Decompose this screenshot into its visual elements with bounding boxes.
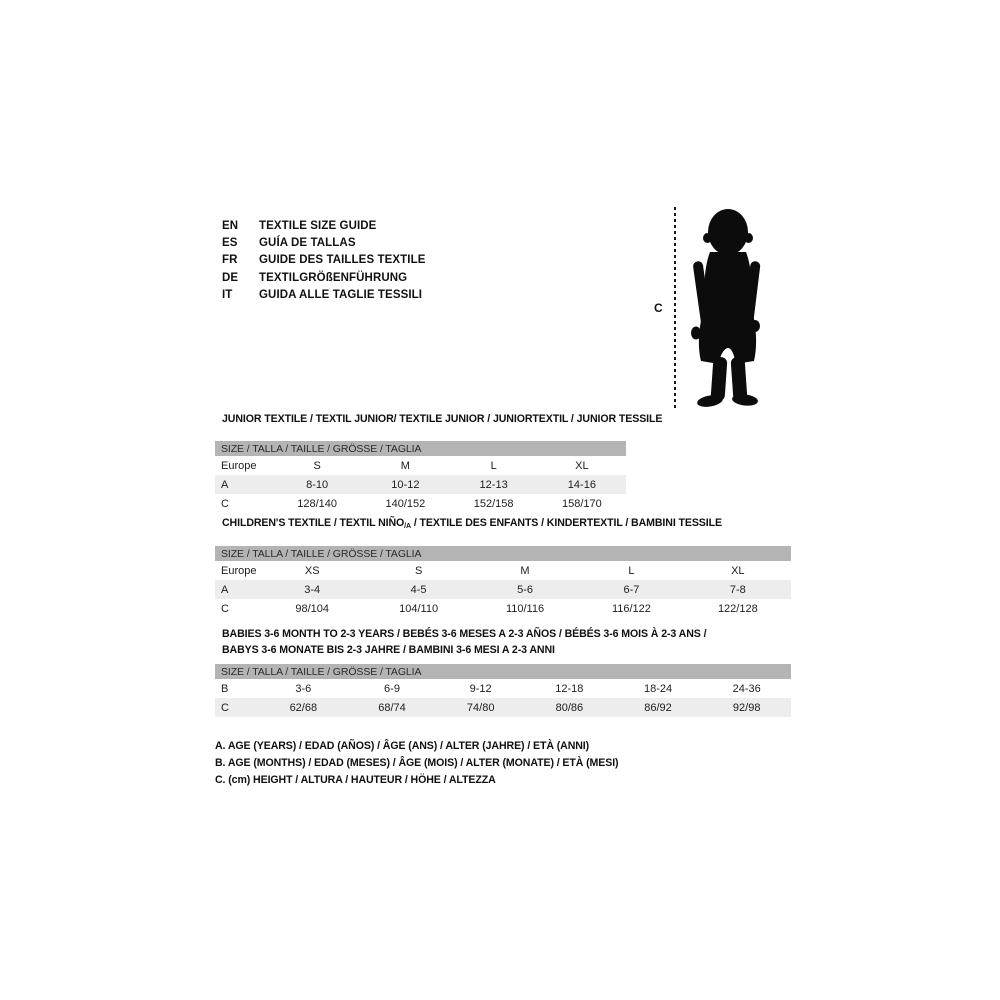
language-code: EN (222, 219, 239, 232)
table-row-europe (215, 561, 791, 580)
toddler-silhouette-icon (684, 207, 772, 409)
row-label: Europe (221, 459, 257, 472)
table-cell: 74/80 (466, 701, 495, 714)
table-cell: 80/86 (555, 701, 584, 714)
table-cell: 158/170 (561, 497, 602, 510)
table-cell: 12-13 (479, 478, 508, 491)
table-cell: 5-6 (517, 583, 533, 596)
row-label: C (221, 497, 229, 510)
table-cell: S (313, 459, 321, 472)
table-row-europe (215, 456, 626, 475)
legend-line-age-months: B. AGE (MONTHS) / EDAD (MESES) / ÂGE (MOIS) / ALTER (MONATE) / ETÀ (MESI) (215, 757, 619, 770)
table-row-height (215, 494, 626, 513)
table-cell: 18-24 (643, 682, 673, 695)
table-cell: M (400, 459, 410, 472)
row-label: Europe (221, 564, 257, 577)
table-cell: 140/152 (385, 497, 426, 510)
title-text: / TEXTILE DES ENFANTS / KINDERTEXTIL / BAMBINI TESSILE (410, 517, 722, 529)
table-cell: 3-6 (295, 682, 312, 695)
table-cell: 3-4 (304, 583, 321, 596)
table-cell: S (414, 564, 423, 577)
height-marker-label: C (654, 301, 663, 315)
legend-line-age-years: A. AGE (YEARS) / EDAD (AÑOS) / ÂGE (ANS) / ALTER (JAHRE) / ETÀ (ANNI) (215, 740, 590, 752)
size-header-bar: SIZE / TALLA / TAILLE / GRÖSSE / TAGLIA (215, 546, 791, 561)
junior-size-table (215, 441, 626, 513)
table-cell: 8-10 (306, 478, 329, 491)
guide-title: GUIDE DES TAILLES TEXTILE (259, 254, 426, 267)
table-cell: 4-5 (410, 583, 427, 596)
table-cell: 62/68 (289, 701, 318, 714)
table-cell: 68/74 (378, 701, 406, 714)
language-code: DE (222, 271, 239, 284)
language-row-es (222, 234, 426, 251)
table-cell: XS (304, 564, 320, 577)
section-title-junior: JUNIOR TEXTILE / TEXTIL JUNIOR/ TEXTILE JUNIOR / JUNIORTEXTIL / JUNIOR TESSILE (222, 413, 663, 425)
language-row-it (222, 286, 426, 303)
table-cell: 98/104 (295, 602, 330, 615)
language-list (222, 217, 426, 303)
legend-line-height: C. (cm) HEIGHT / ALTURA / HAUTEUR / HÖHE / ALTEZZA (215, 774, 496, 787)
table-cell: 7-8 (729, 583, 746, 596)
table-cell: 24-36 (732, 682, 761, 695)
size-header-bar: SIZE / TALLA / TAILLE / GRÖSSE / TAGLIA (215, 441, 626, 456)
table-cell: L (628, 564, 635, 577)
babies-size-table (215, 664, 791, 717)
title-line: BABIES 3-6 MONTH TO 2-3 YEARS / BEBÉS 3-6 MESES A 2-3 AÑOS / BÉBÉS 3-6 MOIS À 2-3 ANS / (222, 628, 707, 640)
height-dashed-line (674, 207, 676, 408)
table-row-age-years (215, 580, 791, 599)
size-header-bar: SIZE / TALLA / TAILLE / GRÖSSE / TAGLIA (215, 664, 791, 679)
table-cell: 9-12 (469, 682, 492, 695)
guide-title: GUIDA ALLE TAGLIE TESSILI (259, 288, 423, 301)
table-row-height (215, 698, 791, 717)
language-code: FR (222, 254, 238, 267)
table-cell: 6-9 (384, 682, 400, 695)
table-cell: L (490, 459, 497, 472)
table-row-height (215, 599, 791, 618)
table-row-age-months (215, 679, 791, 698)
table-cell: 86/92 (644, 701, 672, 714)
language-row-de (222, 269, 426, 286)
section-title-babies (222, 626, 706, 658)
title-text: CHILDREN'S TEXTILE / TEXTIL NIÑO (222, 517, 405, 529)
table-cell: 14-16 (567, 478, 596, 491)
row-label: A (221, 478, 229, 491)
table-cell: XL (731, 564, 745, 577)
guide-title: GUÍA DE TALLAS (259, 236, 356, 249)
table-cell: 6-7 (623, 583, 640, 596)
row-label: B (221, 682, 229, 695)
language-code: ES (222, 236, 238, 249)
table-cell: 12-18 (555, 682, 584, 695)
row-label: C (221, 701, 229, 714)
table-cell: 152/158 (473, 497, 514, 510)
table-cell: 10-12 (391, 478, 420, 491)
language-row-en (222, 217, 426, 234)
row-label: A (221, 583, 229, 596)
table-cell: 122/128 (717, 602, 758, 615)
table-cell: 110/116 (505, 602, 545, 615)
row-label: C (221, 602, 229, 615)
table-cell: 128/140 (297, 497, 337, 510)
legend (215, 738, 619, 790)
table-cell: 92/98 (732, 701, 761, 714)
table-cell: 116/122 (611, 602, 651, 615)
table-cell: XL (575, 459, 589, 472)
title-subscript: /A (404, 523, 411, 530)
language-row-fr (222, 252, 426, 269)
table-cell: M (520, 564, 530, 577)
guide-title: TEXTILGRÖßENFÜHRUNG (259, 271, 408, 284)
section-title-children (222, 517, 722, 530)
title-line: BABYS 3-6 MONATE BIS 2-3 JAHRE / BAMBINI 3-6 MESI A 2-3 ANNI (222, 644, 555, 656)
language-code: IT (222, 288, 233, 301)
children-size-table (215, 546, 791, 618)
table-cell: 104/110 (399, 602, 439, 615)
table-row-age-years (215, 475, 626, 494)
guide-title: TEXTILE SIZE GUIDE (259, 219, 377, 232)
